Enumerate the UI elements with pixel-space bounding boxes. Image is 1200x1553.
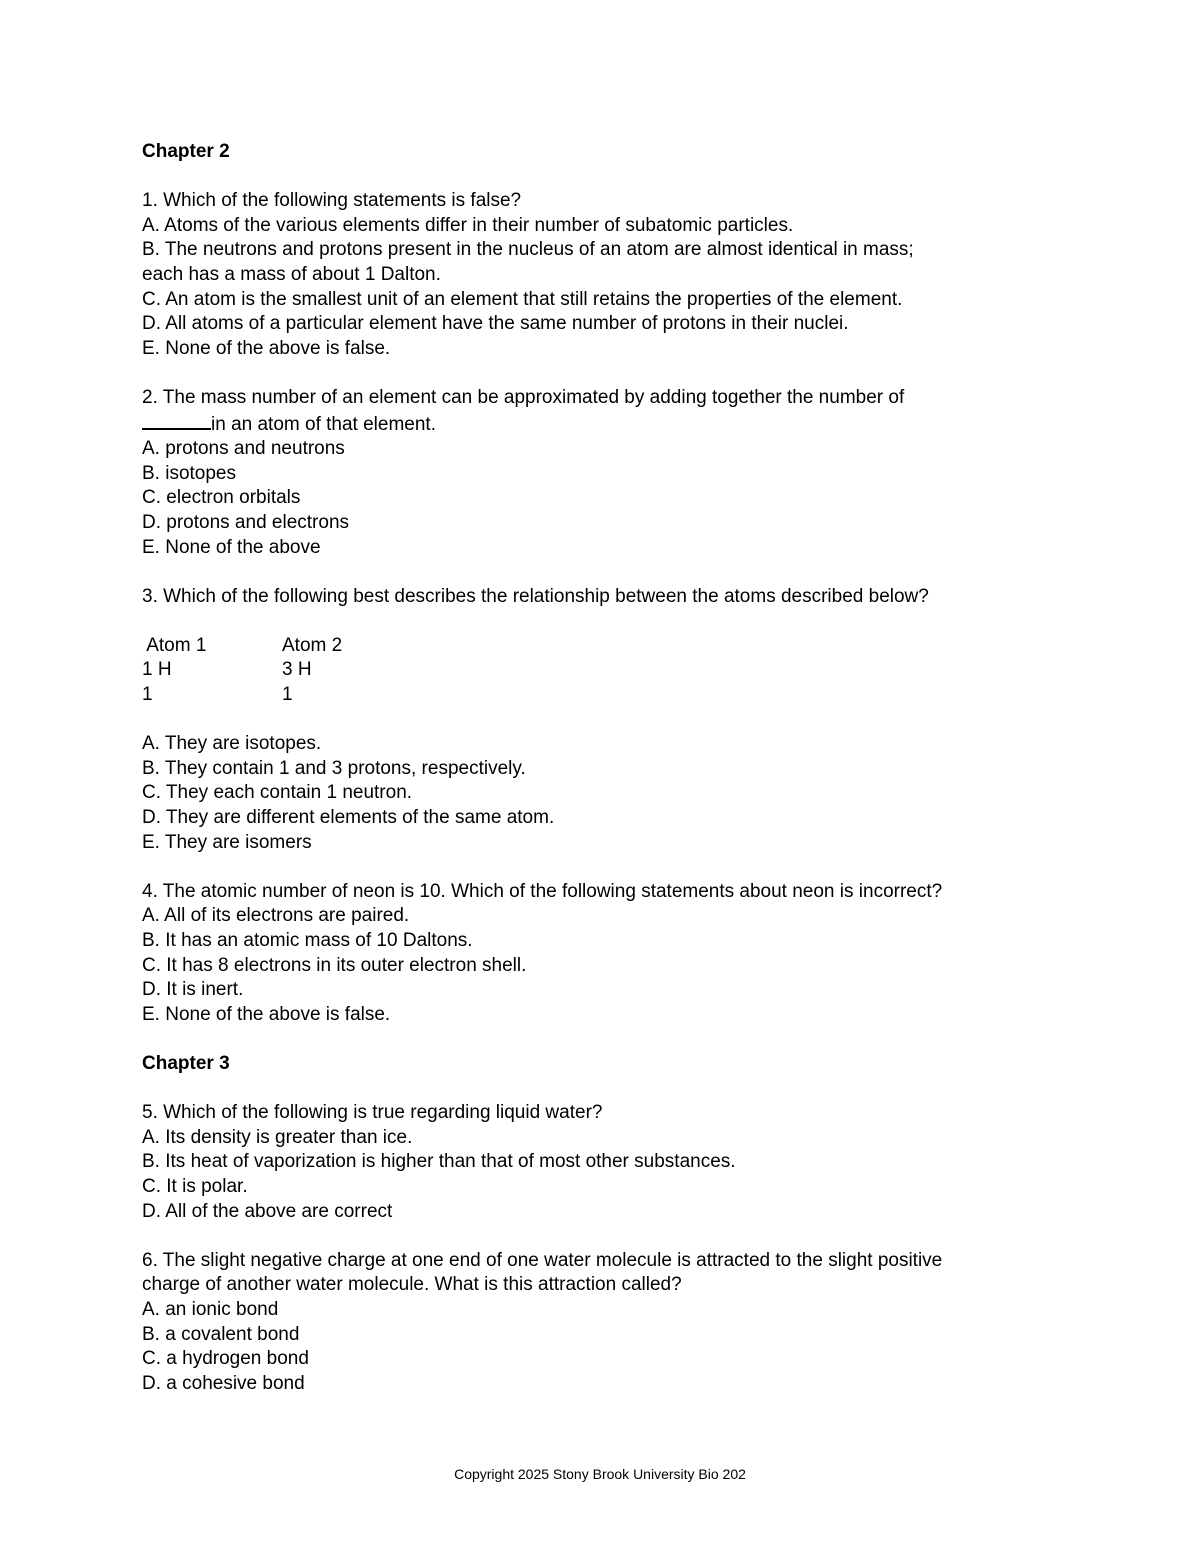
question-1: [142, 189, 1102, 361]
question-stem: 4. The atomic number of neon is 10. Which of the following statements about neon is incorrect?: [142, 880, 943, 902]
question-stem: 5. Which of the following is true regarding liquid water?: [142, 1102, 603, 1124]
question-4: [142, 880, 1102, 1028]
atoms-cell: 1: [142, 684, 153, 706]
answer-option: D. a cohesive bond: [142, 1372, 305, 1394]
answer-option: E. None of the above is false.: [142, 337, 391, 359]
answer-option: A. an ionic bond: [142, 1298, 279, 1320]
atoms-cell: 1: [282, 684, 293, 706]
atoms-cell: 3 H: [282, 659, 312, 681]
fill-in-blank: [142, 411, 211, 430]
question-stem-text: in an atom of that element.: [211, 413, 436, 435]
page-footer: Copyright 2025 Stony Brook University Bio 202: [454, 1466, 746, 1482]
answer-option: D. protons and electrons: [142, 511, 350, 533]
atoms-cell: 1 H: [142, 659, 172, 681]
answer-option: D. All atoms of a particular element have the same number of protons in their nuclei.: [142, 313, 849, 335]
question-stem: 2. The mass number of an element can be approximated by adding together the number of: [142, 386, 905, 408]
answer-option: A. All of its electrons are paired.: [142, 905, 410, 927]
answer-option-continuation: each has a mass of about 1 Dalton.: [142, 263, 441, 285]
answer-option: D. It is inert.: [142, 979, 244, 1001]
question-3: [142, 585, 1102, 856]
question-stem-continuation: charge of another water molecule. What is this attraction called?: [142, 1274, 682, 1296]
answer-option: C. It is polar.: [142, 1175, 248, 1197]
answer-option: E. They are isomers: [142, 831, 312, 853]
answer-option: E. None of the above is false.: [142, 1003, 391, 1025]
answer-option: B. The neutrons and protons present in the nucleus of an atom are almost identical in mass;: [142, 239, 914, 261]
answer-option: C. An atom is the smallest unit of an element that still retains the properties of the element.: [142, 288, 903, 310]
answer-option: A. Atoms of the various elements differ in their number of subatomic particles.: [142, 214, 794, 236]
answer-option: A. Its density is greater than ice.: [142, 1126, 413, 1148]
answer-option: B. Its heat of vaporization is higher than that of most other substances.: [142, 1151, 736, 1173]
answer-option: D. All of the above are correct: [142, 1200, 393, 1222]
atoms-header: Atom 1: [142, 634, 207, 656]
chapter-heading: Chapter 2: [142, 141, 230, 162]
question-stem: 6. The slight negative charge at one end of one water molecule is attracted to the slight positive: [142, 1249, 943, 1271]
question-stem: 3. Which of the following best describes the relationship between the atoms described below?: [142, 585, 929, 607]
answer-option: A. protons and neutrons: [142, 438, 345, 460]
question-2: [142, 386, 1102, 560]
answer-option: E. None of the above: [142, 536, 321, 558]
question-5: [142, 1101, 1102, 1224]
answer-option: B. a covalent bond: [142, 1323, 300, 1345]
answer-option: B. isotopes: [142, 462, 236, 484]
answer-option: C. a hydrogen bond: [142, 1348, 309, 1370]
atoms-table: [142, 634, 1102, 708]
chapter-heading: Chapter 3: [142, 1052, 230, 1074]
answer-option: C. electron orbitals: [142, 487, 301, 509]
answer-option: D. They are different elements of the same atom.: [142, 807, 555, 829]
document-page: [142, 140, 1102, 1396]
atoms-header: Atom 2: [282, 634, 343, 656]
answer-option: C. They each contain 1 neutron.: [142, 782, 413, 804]
question-stem-continuation: [142, 411, 1102, 438]
answer-option: A. They are isotopes.: [142, 733, 322, 755]
answer-option: C. It has 8 electrons in its outer electron shell.: [142, 954, 527, 976]
question-6: [142, 1249, 1102, 1397]
answer-option: B. It has an atomic mass of 10 Daltons.: [142, 930, 473, 951]
question-stem: 1. Which of the following statements is false?: [142, 190, 522, 212]
answer-option: B. They contain 1 and 3 protons, respectively.: [142, 757, 526, 779]
